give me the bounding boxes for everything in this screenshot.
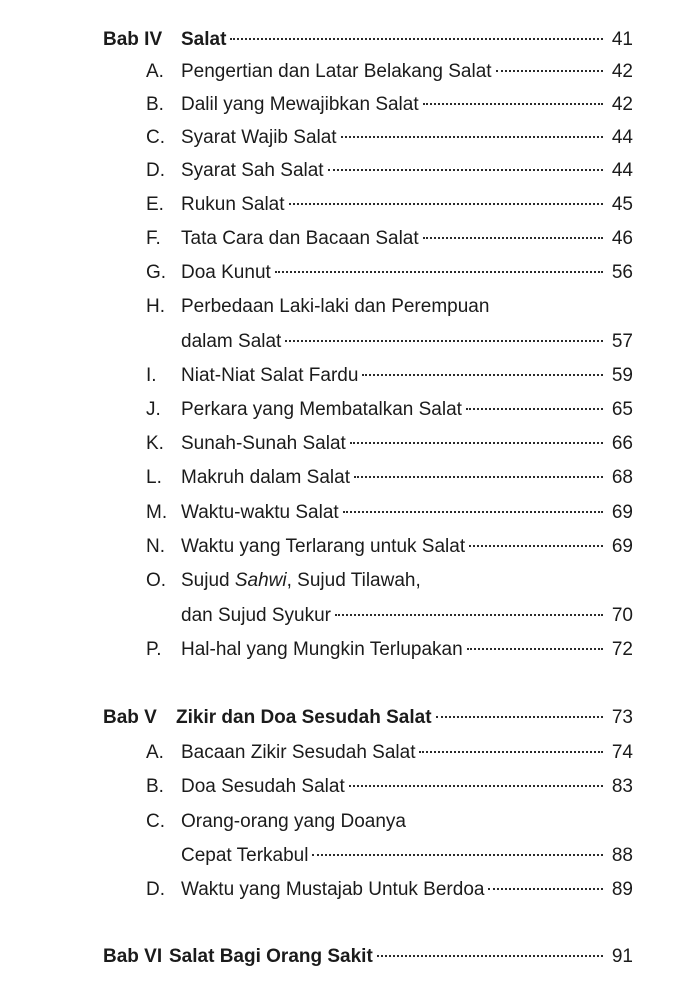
toc-entry-n[interactable] xyxy=(0,531,700,563)
dot-leader xyxy=(285,340,603,342)
entry-title: Doa Kunut xyxy=(181,262,271,283)
page-number: 91 xyxy=(611,946,633,967)
dot-leader xyxy=(423,237,603,239)
dot-leader xyxy=(230,38,603,40)
toc-entry-d[interactable] xyxy=(0,155,700,187)
chapter-title: Salat xyxy=(181,29,227,50)
entry-letter: B. xyxy=(146,94,164,115)
chapter-title: Salat Bagi Orang Sakit xyxy=(169,946,373,967)
toc-entry-j[interactable] xyxy=(0,394,700,426)
toc-entry-c[interactable] xyxy=(0,840,700,872)
dot-leader xyxy=(335,614,603,616)
dot-leader xyxy=(496,70,603,72)
dot-leader xyxy=(328,169,603,171)
dot-leader xyxy=(289,203,603,205)
dot-leader xyxy=(354,476,603,478)
page-number: 69 xyxy=(611,502,633,523)
dot-leader xyxy=(349,785,603,787)
page-number: 72 xyxy=(611,639,633,660)
entry-title: Cepat Terkabul xyxy=(181,845,309,866)
entry-title: Waktu yang Mustajab Untuk Berdoa xyxy=(181,879,485,900)
entry-letter: G. xyxy=(146,262,167,283)
dot-leader xyxy=(377,955,603,957)
entry-letter: P. xyxy=(146,639,162,660)
entry-letter: C. xyxy=(146,127,165,148)
toc-entry-p[interactable] xyxy=(0,634,700,666)
entry-letter: F. xyxy=(146,228,161,249)
dot-leader xyxy=(312,854,603,856)
entry-title: Perkara yang Membatalkan Salat xyxy=(181,399,462,420)
dot-leader xyxy=(469,545,603,547)
chapter-row-bab-vi[interactable] xyxy=(0,941,700,973)
dot-leader xyxy=(341,136,603,138)
chapter-title: Zikir dan Doa Sesudah Salat xyxy=(176,707,432,728)
entry-title: Tata Cara dan Bacaan Salat xyxy=(181,228,419,249)
chapter-row-bab-v[interactable] xyxy=(0,702,700,734)
entry-title: Syarat Wajib Salat xyxy=(181,127,337,148)
dot-leader xyxy=(466,408,603,410)
entry-title: Rukun Salat xyxy=(181,194,285,215)
entry-letter: C. xyxy=(146,811,165,832)
dot-leader xyxy=(467,648,603,650)
dot-leader xyxy=(343,511,603,513)
entry-letter: O. xyxy=(146,570,167,591)
entry-letter: B. xyxy=(146,776,164,797)
entry-title: Makruh dalam Salat xyxy=(181,467,350,488)
dot-leader xyxy=(436,716,603,718)
entry-title: dalam Salat xyxy=(181,331,282,352)
title-part: , Sujud Tilawah, xyxy=(286,570,421,591)
toc-entry-o[interactable] xyxy=(0,600,700,632)
entry-title: Pengertian dan Latar Belakang Salat xyxy=(181,61,492,82)
toc-entry-c-line1[interactable] xyxy=(0,806,700,838)
entry-letter: D. xyxy=(146,879,165,900)
page-number: 44 xyxy=(611,160,633,181)
toc-entry-e[interactable] xyxy=(0,189,700,221)
page-number: 56 xyxy=(611,262,633,283)
entry-letter: E. xyxy=(146,194,164,215)
entry-title: Niat-Niat Salat Fardu xyxy=(181,365,359,386)
entry-letter: J. xyxy=(146,399,161,420)
toc-entry-d[interactable] xyxy=(0,874,700,906)
toc-entry-a[interactable] xyxy=(0,737,700,769)
entry-letter: H. xyxy=(146,296,165,317)
toc-entry-m[interactable] xyxy=(0,497,700,529)
page-number: 70 xyxy=(611,605,633,626)
entry-letter: I. xyxy=(146,365,157,386)
toc-entry-g[interactable] xyxy=(0,257,700,289)
entry-letter: N. xyxy=(146,536,165,557)
dot-leader xyxy=(423,103,603,105)
toc-entry-o-line1[interactable] xyxy=(0,565,700,597)
page-number: 89 xyxy=(611,879,633,900)
entry-title: Waktu-waktu Salat xyxy=(181,502,339,523)
page-number: 66 xyxy=(611,433,633,454)
entry-title-line1: Orang-orang yang Doanya xyxy=(181,811,406,832)
page-number: 45 xyxy=(611,194,633,215)
dot-leader xyxy=(275,271,603,273)
page-number: 46 xyxy=(611,228,633,249)
toc-entry-c[interactable] xyxy=(0,122,700,154)
page-number: 42 xyxy=(611,61,633,82)
chapter-label: Bab V xyxy=(103,707,157,728)
toc-entry-h[interactable] xyxy=(0,326,700,358)
page-number: 42 xyxy=(611,94,633,115)
toc-entry-b[interactable] xyxy=(0,89,700,121)
page-number: 57 xyxy=(611,331,633,352)
entry-title: Bacaan Zikir Sesudah Salat xyxy=(181,742,416,763)
entry-title: Dalil yang Mewajibkan Salat xyxy=(181,94,419,115)
entry-letter: A. xyxy=(146,742,164,763)
entry-letter: L. xyxy=(146,467,162,488)
entry-title: dan Sujud Syukur xyxy=(181,605,331,626)
entry-title-line1 xyxy=(181,565,421,597)
entry-letter: A. xyxy=(146,61,164,82)
page-number: 88 xyxy=(611,845,633,866)
toc-entry-h-line1[interactable] xyxy=(0,291,700,323)
entry-title: Sunah-Sunah Salat xyxy=(181,433,346,454)
entry-title: Syarat Sah Salat xyxy=(181,160,324,181)
chapter-row-bab-iv[interactable] xyxy=(0,24,700,56)
page-number: 68 xyxy=(611,467,633,488)
page-number: 44 xyxy=(611,127,633,148)
entry-letter: K. xyxy=(146,433,164,454)
toc-entry-f[interactable] xyxy=(0,223,700,255)
dot-leader xyxy=(350,442,603,444)
chapter-label: Bab IV xyxy=(103,29,163,50)
entry-title: Doa Sesudah Salat xyxy=(181,776,345,797)
page-number: 59 xyxy=(611,365,633,386)
page-number: 74 xyxy=(611,742,633,763)
toc-entry-b[interactable] xyxy=(0,771,700,803)
page-number: 83 xyxy=(611,776,633,797)
dot-leader xyxy=(419,751,603,753)
page-number: 69 xyxy=(611,536,633,557)
chapter-label: Bab VI xyxy=(103,946,163,967)
dot-leader xyxy=(362,374,603,376)
toc-entry-a[interactable] xyxy=(0,56,700,88)
toc-entry-k[interactable] xyxy=(0,428,700,460)
toc-entry-l[interactable] xyxy=(0,462,700,494)
entry-title: Waktu yang Terlarang untuk Salat xyxy=(181,536,466,557)
toc-entry-i[interactable] xyxy=(0,360,700,392)
page-number: 41 xyxy=(611,29,633,50)
dot-leader xyxy=(488,888,603,890)
entry-letter: M. xyxy=(146,502,168,523)
entry-title: Hal-hal yang Mungkin Terlupakan xyxy=(181,639,463,660)
entry-letter: D. xyxy=(146,160,165,181)
title-part: Sujud xyxy=(181,570,235,591)
entry-title-line1: Perbedaan Laki-laki dan Perempuan xyxy=(181,296,490,317)
page-number: 65 xyxy=(611,399,633,420)
page-number: 73 xyxy=(611,707,633,728)
title-italic-part: Sahwi xyxy=(234,570,287,591)
